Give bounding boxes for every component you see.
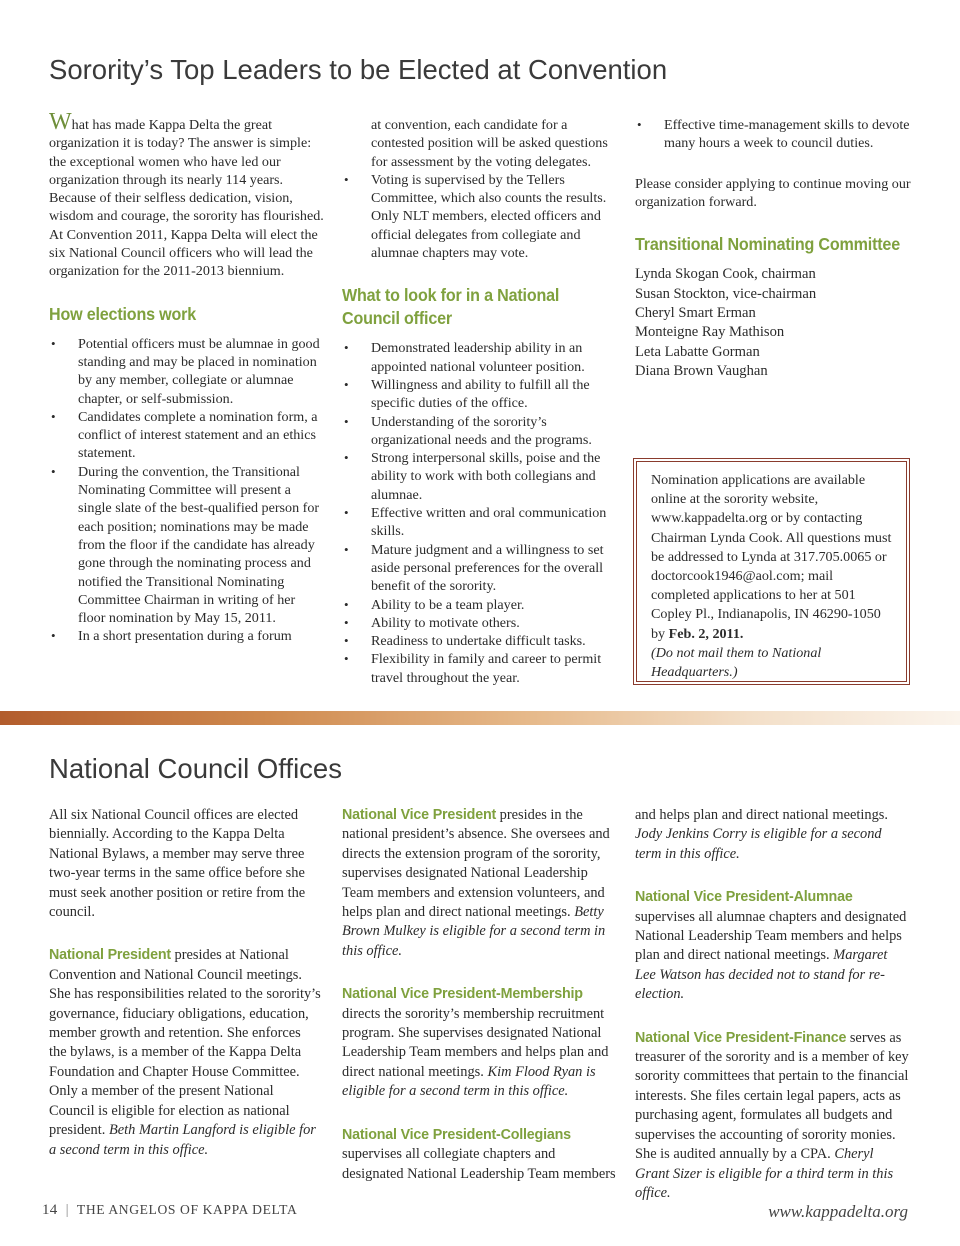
office-description: serves as treasurer of the sorority and is a member of key sorority committees that pertain to the financial interests. She files certain legal papers, acts as purchasing agent, formulates all budgets and supervises the accounting of sorority monies. She is audited annually by a CPA. [635,1029,909,1163]
list-item: • Mature judgment and a willingness to set aside personal preferences for the overall benefit of the sorority. [342,541,618,596]
list-item: • Effective written and oral communication skills. [342,504,618,541]
voting-list [342,171,618,262]
top-column-3 [635,116,911,382]
list-item: • Ability to motivate others. [342,614,618,632]
how-elections-list [49,335,325,646]
nomination-info-box [633,458,910,685]
list-item: • Strong interpersonal skills, poise and the ability to work with both collegians and alumnae. [342,449,618,504]
list-item: • Voting is supervised by the Tellers Committee, which also counts the results. Only NLT members, elected officers and official delegates from collegiate and alumnae chapters may vote. [342,171,618,262]
list-item: • Readiness to undertake difficult tasks. [342,632,618,650]
office-note: Betty Brown Mulkey is eligible for a second term in this office. [342,904,606,959]
time-management-list [635,116,911,153]
nomination-deadline: Feb. 2, 2011. [668,625,744,642]
office-vp-membership [342,985,618,1101]
committee-member: Cheryl Smart Erman [635,305,756,321]
office-description: directs the sorority’s membership recruitment program. She supervises designated National Leadership Team members and helps plan and direct national meetings. [342,1005,609,1080]
list-item: • Understanding of the sorority’s organizational needs and the programs. [342,413,618,450]
office-note: Kim Flood Ryan is eligible for a second term in this office. [342,1063,596,1100]
footer-separator: | [65,1202,69,1218]
office-description: presides in the national president’s absence. She oversees and directs the extension program of the sorority, supervises designated National Leadership Team members and extension volunteers, and helps plan and direct national meetings. [342,807,610,921]
list-item: • During the convention, the Transitional Nominating Committee will present a single slate of the best-qualified person for each position; nominations may be made from the floor if the candidate has already gone through the nominating process and notified the Transitional Nominating Committee Chairman in writing of her floor nomination by May 15, 2011. [49,463,325,628]
list-item: • Ability to be a team player. [342,596,618,614]
top-column-1 [49,109,325,646]
drop-cap: W [49,109,72,135]
office-name: National Vice President-Alumnae [635,889,853,906]
section-divider [0,711,960,725]
office-note: Cheryl Grant Sizer is eligible for a third term in this office. [635,1146,894,1201]
footer-website-link[interactable]: www.kappadelta.org [768,1202,908,1221]
intro-paragraph [49,109,325,281]
office-description: supervises all collegiate chapters and designated National Leadership Team members [342,1146,616,1182]
page-title: Sorority’s Top Leaders to be Elected at Convention [49,54,668,85]
office-vp-collegians-continued [635,806,911,864]
office-description: and helps plan and direct national meetings. [635,807,888,823]
look-for-list [342,339,618,687]
look-for-heading: What to look for in a National Council officer [342,285,560,329]
list-item: • Effective time-management skills to devote many hours a week to council duties. [635,116,911,153]
list-item: • Candidates complete a nomination form, a conflict of interest statement and an ethics statement. [49,408,325,463]
office-note: Jody Jenkins Corry is eligible for a second term in this office. [635,826,882,862]
offices-intro: All six National Council offices are elected biennially. According to the Kappa Delta National Bylaws, a member may serve three two-year terms in the same office before she must seek another position or retire from the council. [49,807,306,921]
committee-heading: Transitional Nominating Committee [635,234,900,255]
nomination-note: (Do not mail them to National Headquarters.) [651,644,822,681]
bottom-column-1 [49,806,321,1160]
office-note: Margaret Lee Watson has decided not to stand for re-election. [635,947,888,1003]
page-number: 14 [42,1202,58,1218]
committee-members [635,265,911,381]
committee-member: Diana Brown Vaughan [635,363,768,380]
top-column-2 [342,116,618,687]
office-description: supervises all alumnae chapters and designated National Leadership Team members and helps plan and direct national meetings. [635,908,907,964]
footer-left [42,1202,297,1219]
list-item: • Flexibility in family and career to permit travel throughout the year. [342,650,618,687]
office-national-president [49,946,321,1159]
office-vp-finance [635,1029,911,1204]
list-item: • Potential officers must be alumnae in good standing and may be placed in nomination by any member, collegiate or alumnae chapter, or self-submission. [49,335,325,408]
office-name: National Vice President-Collegians [342,1126,571,1143]
office-name: National Vice President-Membership [342,986,583,1003]
committee-member: Susan Stockton, vice-chairman [635,285,817,302]
bottom-column-3 [635,806,911,1203]
office-description: presides at National Convention and National Council meetings. She has responsibilities related to the sorority’s governance, fiduciary obligations, education, member growth and retention. She enforces the bylaws, is a member of the Kappa Delta Foundation and Chapter House Committee. Only a member of the present National Council is eligible for election as national president. [49,947,321,1139]
list-item: • In a short presentation during a forum [49,627,325,645]
committee-member: Monteigne Ray Mathison [635,324,785,341]
list-item: • Willingness and ability to fulfill all the specific duties of the office. [342,376,618,413]
office-national-vice-president [342,806,618,961]
bottom-column-2 [342,806,618,1184]
office-note: Beth Martin Langford is eligible for a second term in this office. [49,1122,316,1158]
closing-paragraph: Please consider applying to continue moving our organization forward. [635,175,911,210]
intro-text: hat has made Kappa Delta the great organization it is today? The answer is simple: the exceptional women who have led our organization through its nearly 114 years. Because of their selfless dedication, vision, wisdom and courage, the sorority has flourished. At Convention 2011, Kappa Delta will elect the six National Council officers who will lead the organization for the 2011-2013 biennium. [49,117,324,280]
nomination-info-inner [636,461,907,682]
how-elections-heading: How elections work [49,303,196,324]
section-title: National Council Offices [49,753,342,784]
office-vp-collegians [342,1126,618,1184]
nomination-info-text: Nomination applications are available online at the sorority website, www.kappadelta.org or by contacting Chairman Lynda Cook. All questions must be addressed to Lynda at 317.705.0065 or doctorcook1946@aol.com; mail completed applications to her at 501 Copley Pl., Indianapolis, IN 46290-1050 by [651,472,892,642]
committee-member: Lynda Skogan Cook, chairman [635,266,816,283]
list-continuation: at convention, each candidate for a contested position will be asked questions for assessment by the voting delegates. [371,117,608,170]
office-name: National Vice President-Finance [635,1029,847,1046]
publication-name: THE ANGELOS OF KAPPA DELTA [76,1202,298,1217]
office-name: National President [49,947,171,964]
list-item: • Demonstrated leadership ability in an appointed national volunteer position. [342,339,618,376]
committee-member: Leta Labatte Gorman [635,343,760,360]
office-name: National Vice President [342,807,497,823]
office-vp-alumnae [635,888,911,1004]
